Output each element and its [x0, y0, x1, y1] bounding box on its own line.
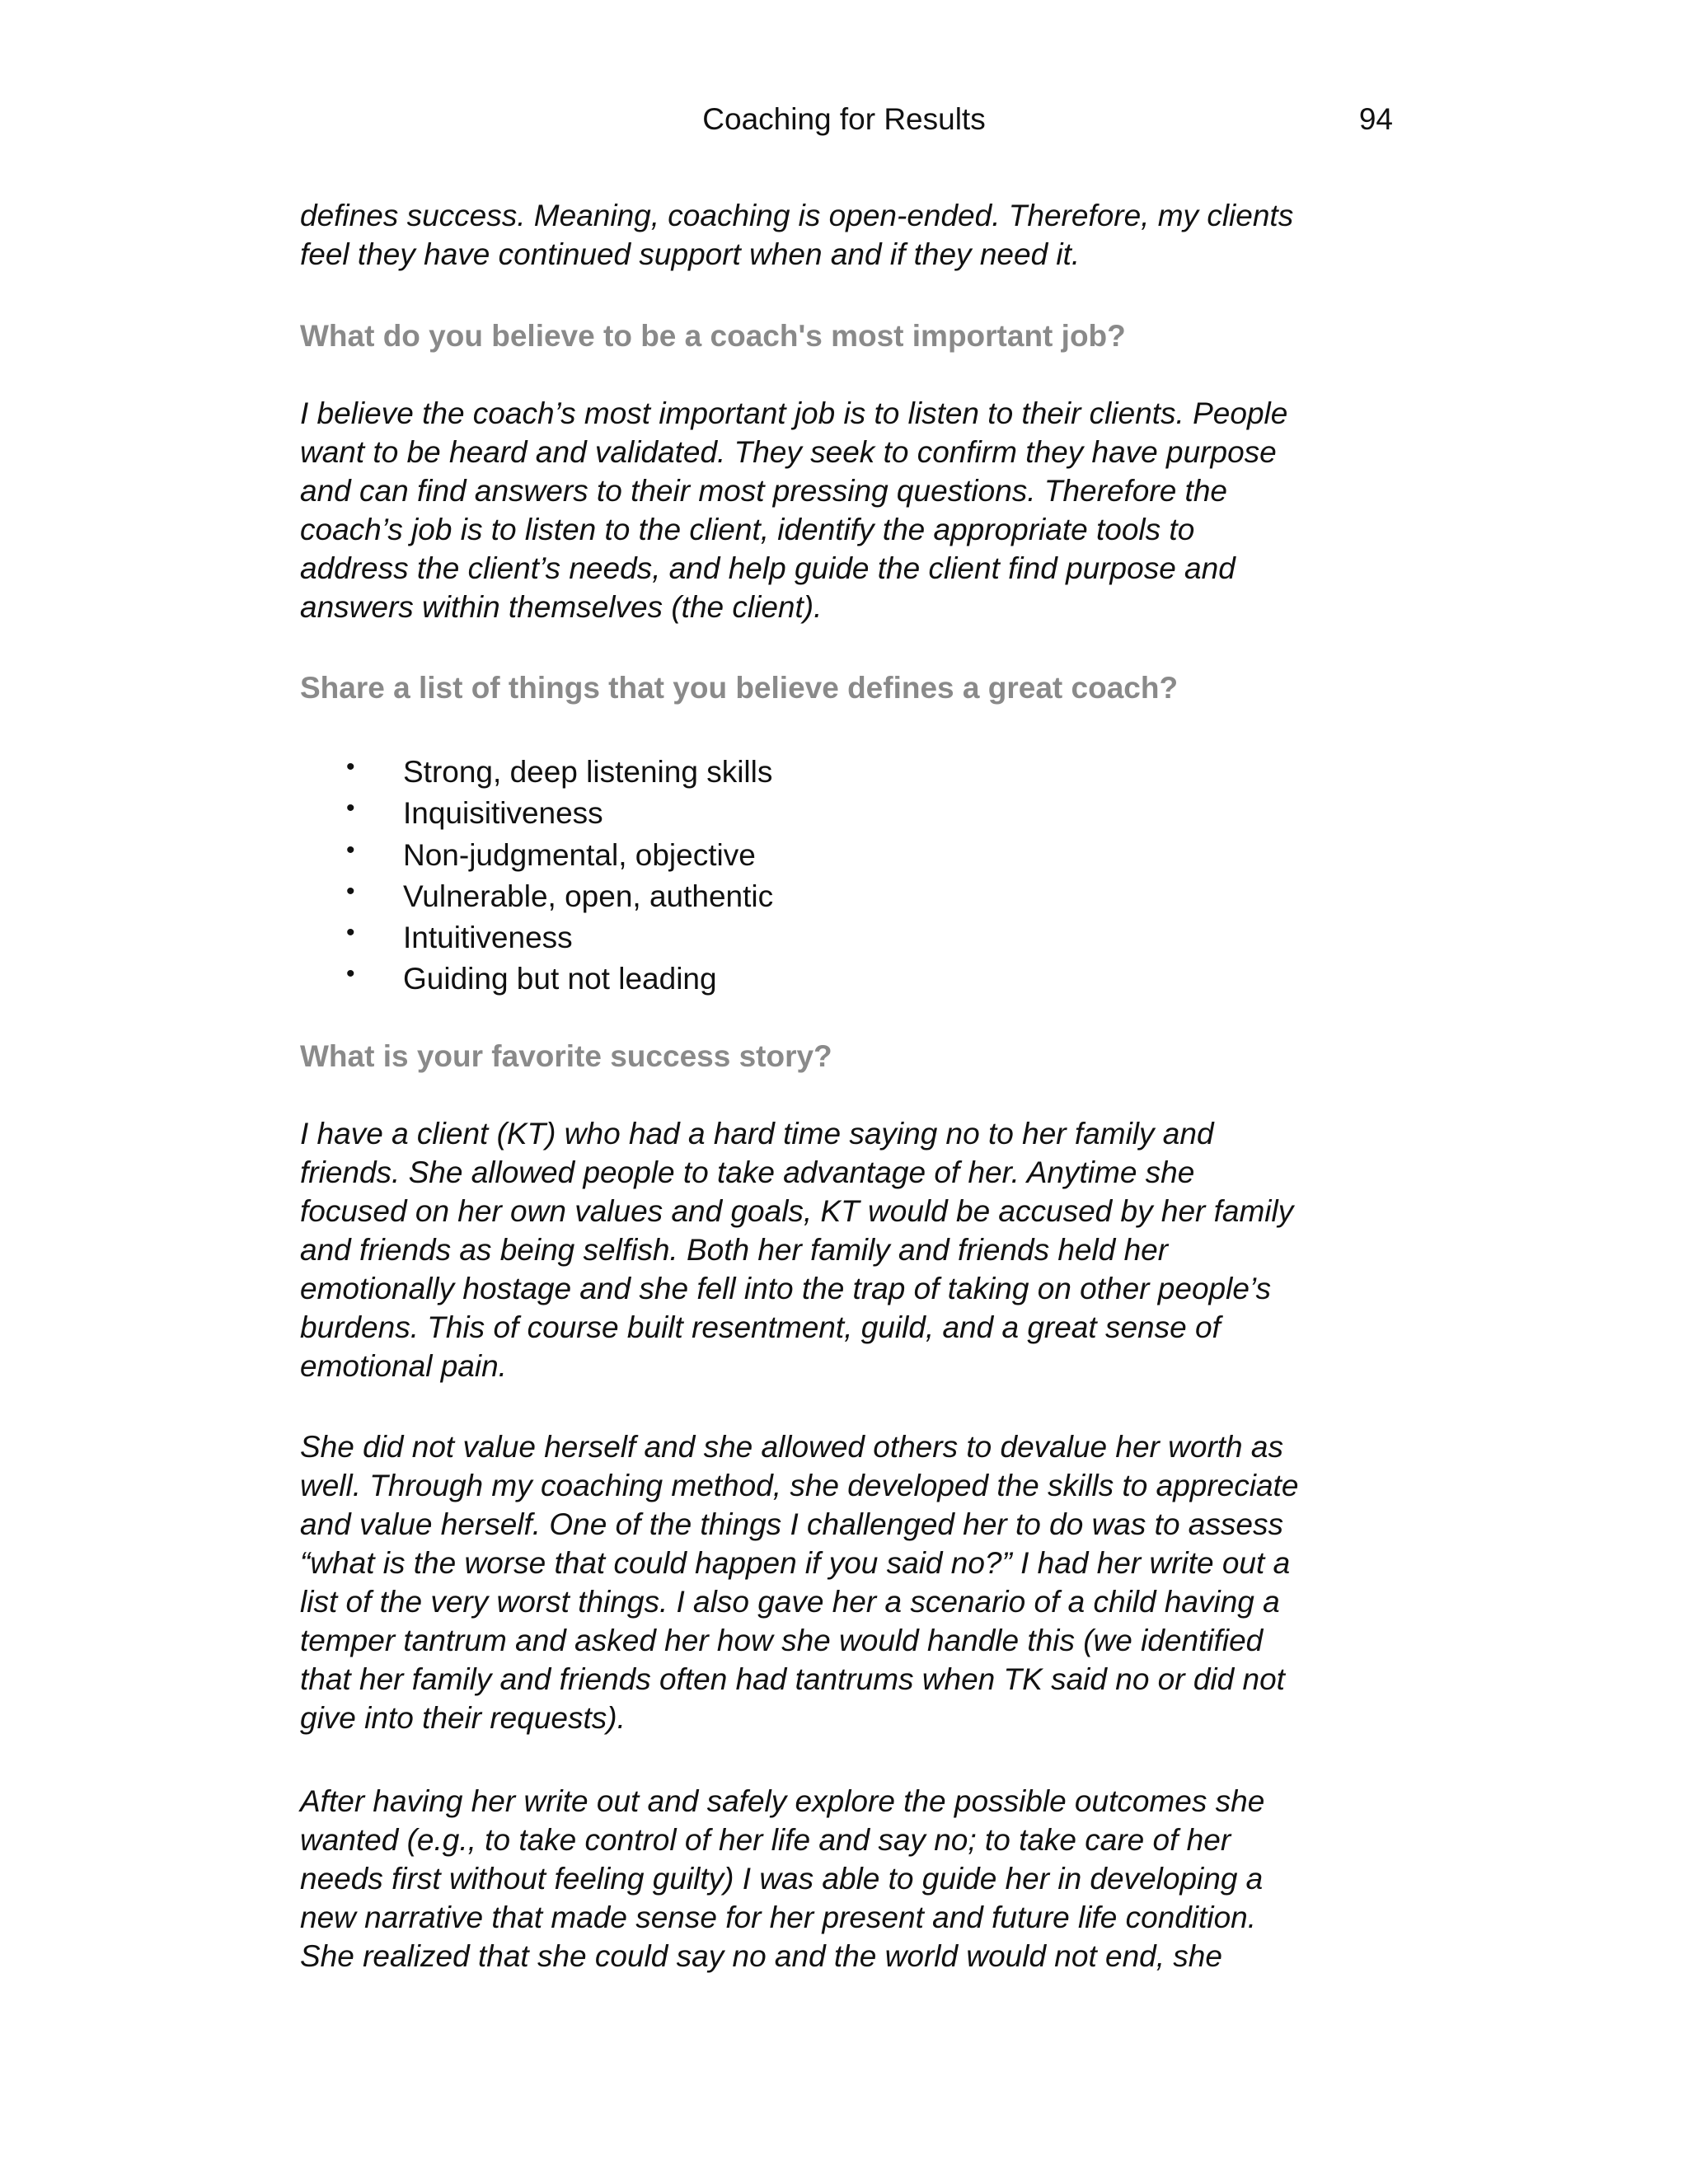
list-item-text: Strong, deep listening skills — [403, 755, 773, 789]
bullet-icon: • — [346, 877, 355, 905]
bullet-icon: • — [346, 836, 355, 864]
bullet-icon: • — [346, 919, 355, 947]
list-item-text: Intuitiveness — [403, 921, 573, 955]
running-header-title: Coaching for Results — [702, 102, 986, 136]
list-item-text: Non-judgmental, objective — [403, 837, 756, 872]
story-paragraph-2: She did not value herself and she allowed others to devalue her worth as well. Through my coaching method, she developed the skills to appreciate and value herself. One of the things I challenged her to do was to assess “what is the worse that could happen if you said no?” I had her write out a list of the very worst things. I also gave her a scenario of a child having a temper tantrum and asked her how she would handle this (we identified that her family and friends often had tantrums when TK said no or did not give into their requests). — [300, 1430, 1299, 1735]
list-item-text: Inquisitiveness — [403, 796, 603, 831]
bullet-icon: • — [346, 753, 355, 780]
story-paragraph-1: I have a client (KT) who had a hard time saying no to her family and friends. She allowed people to take advantage of her. Anytime she focused on her own values and goals, KT would be accused by her family and friends as being selfish. Both her family and friends held her emotionally hostage and she fell into the trap of taking on other people’s burdens. This of course built resentment, guild, and a great sense of emotional pain. — [300, 1117, 1294, 1383]
list-item-text: Guiding but not leading — [403, 962, 717, 996]
story-paragraph-3: After having her write out and safely explore the possible outcomes she wanted (e.g., to take control of her life and say no; to take care of her needs first without feeling guilty) I was able to guide her in developing a new narrative that made sense for her present and future life condition. She realized that she could say no and the world would not end, she — [300, 1784, 1265, 1973]
question-great-coach: Share a list of things that you believe defines a great coach? — [300, 671, 1179, 705]
bullet-icon: • — [346, 794, 355, 823]
page-number: 94 — [1358, 102, 1393, 136]
question-success-story: What is your favorite success story? — [300, 1039, 832, 1073]
bullet-icon: • — [346, 960, 355, 988]
question-most-important-job: What do you believe to be a coach's most important job? — [300, 319, 1126, 353]
intro-paragraph: defines success. Meaning, coaching is open-ended. Therefore, my clients feel they have continued support when and if they need it. — [300, 199, 1294, 271]
list-item-text: Vulnerable, open, authentic — [403, 879, 774, 913]
answer-most-important-job: I believe the coach’s most important job is to listen to their clients. People want to be heard and validated. They seek to confirm they have purpose and can find answers to their most pressing questions. Therefore the coach’s job is to listen to the client, identify the appropriate tools to address the client’s needs, and help guide the client find purpose and answers within themselves (the client). — [300, 396, 1288, 624]
